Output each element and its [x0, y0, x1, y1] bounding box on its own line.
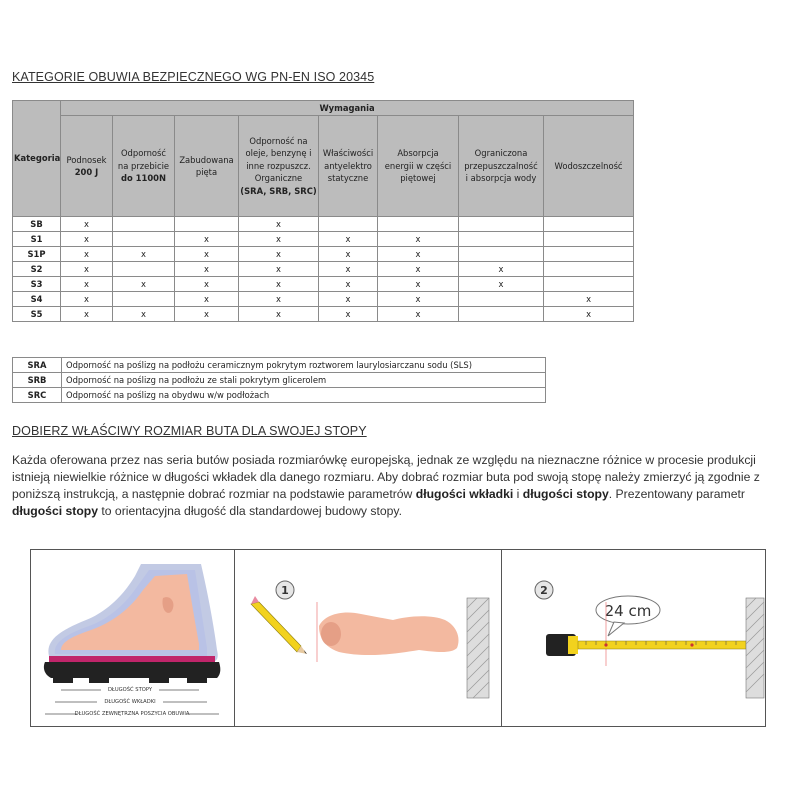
shoe-cross-section-panel	[31, 550, 235, 726]
requirement-cell: x	[61, 277, 113, 292]
column-header-line: Odporność na	[249, 135, 308, 146]
requirement-cell: x	[239, 217, 319, 232]
section-title-size: DOBIERZ WŁAŚCIWY ROZMIAR BUTA DLA SWOJEJ STOPY	[12, 424, 367, 438]
category-cell: S1P	[13, 247, 61, 262]
table-row	[13, 292, 634, 307]
requirement-cell: x	[239, 277, 319, 292]
column-header-line: statyczne	[327, 173, 369, 184]
section-title-categories: KATEGORIE OBUWIA BEZPIECZNEGO WG PN-EN ISO 20345	[12, 70, 375, 84]
column-header-line: Ograniczona	[474, 148, 528, 159]
requirement-cell: x	[113, 307, 175, 322]
column-header-line: energii w części	[384, 160, 452, 171]
requirement-cell: x	[239, 232, 319, 247]
requirement-cell: x	[319, 277, 378, 292]
column-header-line: pięta	[195, 167, 218, 177]
requirement-cell: x	[61, 307, 113, 322]
requirement-column-header	[378, 116, 459, 217]
intro-text-3: . Prezentowany parametr	[608, 487, 745, 501]
requirement-cell: x	[239, 262, 319, 277]
requirement-cell	[544, 277, 634, 292]
legend-description: Odporność na poślizg na obydwu w/w podłożach	[62, 388, 546, 403]
column-header-line: Absorpcja	[397, 148, 439, 159]
step1-image	[235, 550, 501, 726]
requirement-column-header	[239, 116, 319, 217]
foot-length-term-2: długości stopy	[12, 504, 98, 518]
intro-text-1: Każda oferowana przez nas seria butów posiada rozmiarówkę europejską, jednak ze względu na nieznaczne różnice w procesie produkcji istnieją niewielkie różnice w długości wkładek dla danego rozmiaru. Aby dobrać rozmiar buta pod swoją stopę należy zmierzyć ją zgodnie z poniższą instrukcją, a następnie dobrać rozmiar na podstawie parametrów	[12, 453, 760, 501]
column-header-line: oleje, benzynę i	[245, 148, 312, 159]
column-header-line: i absorpcja wody	[465, 173, 537, 184]
category-cell: S1	[13, 232, 61, 247]
outer-length-label: DŁUGOŚĆ ZEWNĘTRZNA POSZYCIA OBUWIA	[74, 711, 190, 717]
requirement-cell	[113, 262, 175, 277]
table-row	[13, 217, 634, 232]
legend-row	[13, 358, 546, 373]
requirements-group-header: Wymagania	[61, 101, 634, 116]
requirement-cell: x	[378, 292, 459, 307]
category-cell: S5	[13, 307, 61, 322]
column-header-line: Odporność	[120, 148, 167, 159]
legend-code: SRA	[13, 358, 62, 373]
requirement-cell: x	[544, 292, 634, 307]
column-header-line: Zabudowana	[179, 154, 234, 165]
requirement-cell: x	[175, 307, 239, 322]
requirement-column-header	[175, 116, 239, 217]
requirement-cell: x	[61, 247, 113, 262]
requirement-cell: x	[61, 232, 113, 247]
requirement-cell: x	[459, 277, 544, 292]
requirement-cell: x	[61, 262, 113, 277]
column-header-line: Organiczne	[254, 173, 303, 184]
requirement-cell	[319, 217, 378, 232]
requirement-cell: x	[378, 262, 459, 277]
slip-resistance-legend	[12, 357, 546, 403]
requirement-cell	[459, 217, 544, 232]
table-row	[13, 307, 634, 322]
requirement-cell: x	[378, 232, 459, 247]
measure-value: 24 cm	[604, 602, 652, 620]
requirement-cell: x	[113, 247, 175, 262]
requirement-cell: x	[175, 277, 239, 292]
requirement-cell: x	[319, 307, 378, 322]
requirement-cell: x	[61, 292, 113, 307]
column-header-line: Podnosek	[66, 154, 107, 165]
requirement-column-header	[319, 116, 378, 217]
requirement-cell	[459, 232, 544, 247]
column-header-line: przepuszczalność	[464, 160, 538, 171]
requirement-cell: x	[378, 307, 459, 322]
requirement-cell	[544, 262, 634, 277]
requirement-cell	[459, 292, 544, 307]
column-header-line: piętowej	[400, 173, 436, 184]
requirement-cell	[459, 307, 544, 322]
legend-row	[13, 373, 546, 388]
legend-description: Odporność na poślizg na podłożu ze stali pokrytym glicerolem	[62, 373, 546, 388]
requirement-cell: x	[319, 292, 378, 307]
requirement-cell: x	[378, 247, 459, 262]
requirement-cell: x	[239, 292, 319, 307]
column-header-line: do 1100N	[121, 173, 166, 184]
requirement-cell	[175, 217, 239, 232]
requirement-cell: x	[544, 307, 634, 322]
legend-code: SRC	[13, 388, 62, 403]
requirement-cell	[113, 217, 175, 232]
shoe-cross-section-image	[31, 550, 234, 726]
foot-length-term: długości stopy	[522, 487, 609, 501]
measurement-illustration	[30, 549, 766, 727]
requirement-cell: x	[61, 217, 113, 232]
requirement-cell: x	[175, 292, 239, 307]
intro-text-4: to orientacyjna długość dla standardowej budowy stopy.	[98, 504, 402, 518]
requirement-cell: x	[319, 232, 378, 247]
requirement-cell: x	[459, 262, 544, 277]
column-header-line: na przebicie	[117, 160, 170, 171]
step2-panel	[502, 550, 765, 726]
requirement-cell	[378, 217, 459, 232]
column-header-line: 200 J	[74, 167, 99, 177]
table-row	[13, 247, 634, 262]
column-header-line: antyelektro	[324, 160, 372, 171]
requirement-cell	[544, 232, 634, 247]
requirement-cell: x	[319, 262, 378, 277]
requirement-cell: x	[175, 262, 239, 277]
table-row	[13, 277, 634, 292]
requirement-cell	[113, 232, 175, 247]
intro-text-2: i	[513, 487, 523, 501]
requirement-cell: x	[239, 247, 319, 262]
requirement-cell	[544, 217, 634, 232]
category-cell: S2	[13, 262, 61, 277]
step2-image	[502, 550, 765, 726]
legend-code: SRB	[13, 373, 62, 388]
requirement-cell: x	[175, 247, 239, 262]
requirements-table	[12, 100, 634, 322]
column-header-line: inne rozpuszcz.	[246, 160, 311, 171]
legend-description: Odporność na poślizg na podłożu ceramicznym pokrytym roztworem laurylosiarczanu sodu (SLS)	[62, 358, 546, 373]
requirement-column-header	[459, 116, 544, 217]
requirement-cell	[113, 292, 175, 307]
category-cell: S3	[13, 277, 61, 292]
step1-panel	[235, 550, 502, 726]
requirement-cell: x	[175, 232, 239, 247]
category-cell: SB	[13, 217, 61, 232]
requirement-cell	[459, 247, 544, 262]
legend-row	[13, 388, 546, 403]
category-cell: S4	[13, 292, 61, 307]
requirement-cell: x	[239, 307, 319, 322]
step2-number: 2	[540, 584, 548, 597]
requirement-cell	[544, 247, 634, 262]
column-header-line: Wodoszczelność	[554, 160, 623, 171]
table-row	[13, 232, 634, 247]
column-header-line: Właściwości	[322, 148, 374, 159]
table-row	[13, 262, 634, 277]
requirement-column-header	[544, 116, 634, 217]
column-header-line: (SRA, SRB, SRC)	[240, 185, 317, 196]
insole-length-label: DŁUGOŚĆ WKŁADKI	[104, 699, 156, 705]
requirement-column-header	[61, 116, 113, 217]
requirement-cell: x	[113, 277, 175, 292]
requirement-cell: x	[319, 247, 378, 262]
insole-length-term: długości wkładki	[415, 487, 514, 501]
category-header: Kategoria	[13, 101, 61, 217]
foot-length-label: DŁUGOŚĆ STOPY	[107, 687, 153, 693]
step1-number: 1	[281, 584, 289, 597]
requirement-column-header	[113, 116, 175, 217]
requirement-cell: x	[378, 277, 459, 292]
size-instructions-paragraph	[12, 452, 786, 520]
